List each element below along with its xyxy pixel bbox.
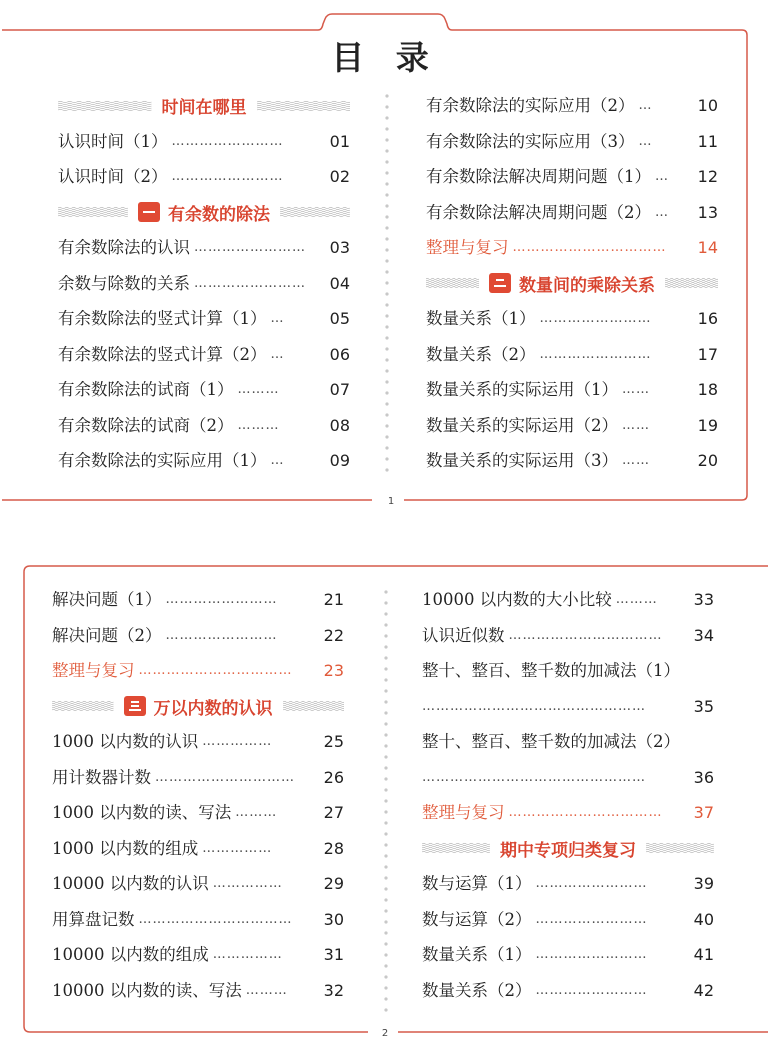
entry-title: 有余数除法的竖式计算（2） [58,344,267,364]
entry-page-number: 05 [329,309,350,328]
divider-dot [385,105,388,108]
divider-dot [385,116,388,119]
dot-leader: …………………………… [512,240,667,255]
entry-title: 整十、整百、整千数的加减法（2） [422,732,680,751]
entry-page-number: 02 [329,167,350,186]
divider-dot [385,215,388,218]
entry-title: 有余数除法的认识 [58,238,190,257]
wave-ornament-right [665,276,718,290]
toc-entry[interactable] [426,124,718,160]
entry-title: 数与运算（2） [422,909,532,929]
wave-ornament-right [646,841,714,855]
entry-page-number: 09 [329,451,350,470]
divider-dot [384,931,387,934]
chapter-three-icon [124,696,146,716]
section-title: 数量间的乘除关系 [519,275,655,296]
toc-entry[interactable] [52,831,344,867]
toc-entry[interactable] [58,372,350,408]
section-heading [58,195,350,231]
dot-leader: …… [622,382,650,397]
wave-ornament-left [58,99,152,113]
section-title: 有余数的除法 [168,204,270,225]
dot-leader: …………… [212,876,283,891]
entry-page-number: 40 [693,909,714,929]
dot-leader: … [270,346,285,362]
divider-dot [385,237,388,240]
entry-title: 整理与复习 [426,238,509,257]
column-divider [385,94,388,471]
toc-entry[interactable] [422,937,714,973]
section-title: 期中专项归类复习 [500,840,636,861]
page-number: 2 [381,1028,389,1039]
dot-leader: …………………………… [138,911,293,927]
entry-page-number: 25 [323,732,344,751]
toc-entry[interactable] [58,337,350,373]
entry-title: 数量关系（1） [426,309,536,328]
section-title: 万以内数的认识 [153,698,273,719]
dot-leader: ………………………………………… [422,698,646,714]
dot-leader: ……… [237,417,280,433]
divider-dot [384,645,387,648]
divider-dot [384,953,387,956]
toc-review-entry[interactable] [422,795,714,831]
entry-title: 10000 以内数的大小比较 [422,590,612,609]
divider-dot [385,402,388,405]
divider-dot [384,975,387,978]
dot-leader: ……… [235,805,278,820]
divider-dot [385,281,388,284]
divider-dot [385,94,388,97]
toc-entry[interactable] [422,760,714,796]
divider-dot [384,810,387,813]
toc-entry[interactable] [426,337,718,373]
divider-dot [384,777,387,780]
toc-entry[interactable] [52,866,344,902]
entry-page-number: 22 [323,625,344,645]
entry-title: 有余数除法解决周期问题（1） [426,167,651,186]
entry-title: 10000 以内数的组成 [52,945,209,964]
dot-leader: …………………… [535,947,648,962]
divider-dot [385,380,388,383]
divider-dot [384,722,387,725]
dot-leader: …………………… [194,275,306,291]
divider-dot [385,347,388,350]
entry-page-number: 36 [693,767,714,787]
divider-dot [385,325,388,328]
toc-entry[interactable] [422,902,714,938]
toc-column-right [426,88,718,479]
entry-title: 余数与除数的关系 [58,273,190,293]
divider-dot [384,700,387,703]
page-number: 1 [387,496,395,507]
entry-page-number: 08 [329,415,350,435]
divider-dot [385,259,388,262]
entry-page-number: 27 [323,803,344,822]
divider-dot [385,369,388,372]
toc-entry[interactable] [52,724,344,760]
divider-dot [384,821,387,824]
entry-page-number: 32 [323,980,344,1000]
divider-dot [384,865,387,868]
entry-title: 有余数除法的实际应用（3） [426,131,635,151]
entry-page-number: 37 [693,803,714,822]
entry-page-number: 39 [693,874,714,893]
toc-entry[interactable] [426,443,718,479]
divider-dot [385,358,388,361]
toc-column-left [58,88,350,479]
divider-dot [384,788,387,791]
toc-entry[interactable] [426,159,718,195]
entry-title: 数量关系的实际运用（3） [426,451,618,470]
toc-entry[interactable] [422,724,714,760]
toc-entry[interactable] [52,973,344,1009]
entry-title: 整理与复习 [52,661,135,680]
divider-dot [384,667,387,670]
entry-page-number: 29 [323,874,344,893]
toc-entry[interactable] [426,408,718,444]
dot-leader: …………………………… [508,627,663,643]
toc-entry[interactable] [58,408,350,444]
dot-leader: ……… [245,982,288,998]
divider-dot [384,766,387,769]
entry-title: 10000 以内数的认识 [52,874,209,893]
toc-column-left [52,582,344,1008]
entry-title: 解决问题（1） [52,590,162,609]
dot-leader: …………………… [535,876,648,891]
toc-entry[interactable] [58,266,350,302]
section-heading [58,88,350,124]
divider-dot [385,468,388,471]
dot-leader: … [638,98,653,113]
dot-leader: …………………………… [508,805,663,820]
entry-page-number: 07 [329,380,350,399]
divider-dot [385,248,388,251]
toc-entry[interactable] [422,973,714,1009]
divider-dot [385,149,388,152]
entry-page-number: 21 [323,590,344,609]
divider-dot [385,193,388,196]
toc-entry[interactable] [426,372,718,408]
wave-ornament-right [280,205,350,219]
entry-page-number: 30 [323,909,344,929]
toc-entry[interactable] [52,618,344,654]
divider-dot [384,986,387,989]
entry-title: 有余数除法的竖式计算（1） [58,309,267,328]
divider-dot [384,711,387,714]
toc-review-entry[interactable] [52,653,344,689]
chapter-one-icon [138,202,160,222]
toc-entry[interactable] [422,653,714,689]
divider-dot [384,733,387,736]
divider-dot [385,424,388,427]
dot-leader: …………………… [539,346,652,362]
divider-dot [384,964,387,967]
entry-page-number: 11 [697,131,718,151]
dot-leader: …… [622,453,650,468]
toc-entry[interactable] [52,760,344,796]
toc-entry[interactable] [426,195,718,231]
dot-leader: …………………… [194,240,306,255]
entry-page-number: 28 [323,838,344,858]
dot-leader: … [655,204,669,220]
divider-dot [385,446,388,449]
dot-leader: …………………………… [138,663,293,678]
divider-dot [385,127,388,130]
entry-page-number: 01 [329,131,350,151]
dot-leader: …………… [202,734,273,749]
column-divider [384,590,387,1011]
entry-page-number: 33 [693,590,714,609]
entry-title: 解决问题（2） [52,625,162,645]
entry-page-number: 26 [323,767,344,787]
divider-dot [385,270,388,273]
section-heading [52,689,344,725]
divider-dot [385,160,388,163]
toc-entry[interactable] [52,902,344,938]
entry-title: 用计数器计数 [52,767,151,787]
wave-ornament-left [426,276,479,290]
entry-title: 数量关系（2） [426,344,536,364]
toc-entry[interactable] [58,159,350,195]
entry-page-number: 04 [329,273,350,293]
divider-dot [384,634,387,637]
entry-title: 有余数除法解决周期问题（2） [426,202,651,222]
entry-title: 有余数除法的试商（2） [58,415,234,435]
entry-title: 认识时间（2） [58,167,168,186]
entry-page-number: 42 [693,980,714,1000]
divider-dot [385,171,388,174]
dot-leader: ………………………… [155,769,295,785]
toc-entry[interactable] [426,88,718,124]
divider-dot [385,226,388,229]
entry-page-number: 34 [693,625,714,645]
dot-leader: … [270,453,285,468]
toc-entry[interactable] [422,689,714,725]
dot-leader: …………… [212,947,283,962]
divider-dot [384,843,387,846]
entry-page-number: 03 [329,238,350,257]
entry-page-number: 19 [697,415,718,435]
entry-title: 整理与复习 [422,803,505,822]
page-title: 目 录 [331,38,439,77]
entry-title: 认识时间（1） [58,131,168,151]
entry-page-number: 17 [697,344,718,364]
toc-entry[interactable] [52,795,344,831]
divider-dot [385,457,388,460]
dot-leader: …………… [202,840,273,856]
divider-dot [384,799,387,802]
divider-dot [384,612,387,615]
wave-ornament-right [283,699,345,713]
divider-dot [385,303,388,306]
divider-dot [385,336,388,339]
dot-leader: …… [622,417,650,433]
entry-title: 整十、整百、整千数的加减法（1） [422,661,680,680]
dot-leader: ……… [615,592,658,607]
dot-leader: …………………… [171,133,284,149]
entry-page-number: 18 [697,380,718,399]
divider-dot [385,435,388,438]
divider-dot [384,656,387,659]
entry-title: 用算盘记数 [52,909,135,929]
divider-dot [385,292,388,295]
toc-entry[interactable] [58,443,350,479]
entry-title: 数量关系的实际运用（2） [426,415,618,435]
toc-entry[interactable] [58,124,350,160]
toc-entry[interactable] [426,301,718,337]
entry-page-number: 35 [693,696,714,716]
divider-dot [384,623,387,626]
divider-dot [384,744,387,747]
divider-dot [384,898,387,901]
wave-ornament-left [52,699,114,713]
entry-page-number: 06 [329,344,350,364]
divider-dot [385,204,388,207]
dot-leader: …………………… [165,627,278,643]
wave-ornament-right [257,99,351,113]
entry-page-number: 41 [693,945,714,964]
dot-leader: … [655,169,669,184]
wave-ornament-left [58,205,128,219]
entry-title: 1000 以内数的组成 [52,838,199,858]
entry-title: 数量关系的实际运用（1） [426,380,618,399]
toc-entry[interactable] [52,937,344,973]
toc-review-entry[interactable] [426,230,718,266]
section-heading [426,266,718,302]
entry-title: 数量关系（2） [422,980,532,1000]
dot-leader: …………………… [171,169,284,184]
divider-dot [384,601,387,604]
toc-entry[interactable] [422,618,714,654]
entry-page-number: 13 [697,202,718,222]
toc-entry[interactable] [422,866,714,902]
divider-dot [384,942,387,945]
dot-leader: …………………… [539,311,652,326]
entry-page-number: 23 [323,661,344,680]
divider-dot [384,678,387,681]
entry-page-number: 10 [697,96,718,115]
divider-dot [384,887,387,890]
divider-dot [384,689,387,692]
divider-dot [384,1008,387,1011]
entry-page-number: 20 [697,451,718,470]
toc-page-2 [0,532,770,1064]
entry-title: 1000 以内数的认识 [52,732,199,751]
toc-entry[interactable] [422,582,714,618]
divider-dot [384,854,387,857]
entry-title: 数与运算（1） [422,874,532,893]
dot-leader: ……… [237,382,280,397]
toc-entry[interactable] [52,582,344,618]
divider-dot [384,876,387,879]
dot-leader: … [638,133,653,149]
entry-title: 有余数除法的试商（1） [58,380,234,399]
divider-dot [384,590,387,593]
entry-title: 1000 以内数的读、写法 [52,803,232,822]
divider-dot [384,755,387,758]
dot-leader: …………………… [535,982,648,998]
divider-dot [384,920,387,923]
divider-dot [384,997,387,1000]
toc-entry[interactable] [58,301,350,337]
divider-dot [385,413,388,416]
dot-leader: …………………… [535,911,648,927]
entry-page-number: 14 [697,238,718,257]
divider-dot [385,182,388,185]
entry-page-number: 12 [697,167,718,186]
entry-title: 数量关系（1） [422,945,532,964]
entry-title: 认识近似数 [422,625,505,645]
entry-title: 有余数除法的实际应用（1） [58,451,267,470]
dot-leader: ………………………………………… [422,769,646,785]
divider-dot [385,391,388,394]
entry-page-number: 16 [697,309,718,328]
section-title: 时间在哪里 [161,98,247,119]
entry-title: 有余数除法的实际应用（2） [426,96,635,115]
dot-leader: … [270,311,285,326]
toc-entry[interactable] [58,230,350,266]
section-heading [422,831,714,867]
entry-page-number: 31 [323,945,344,964]
toc-column-right [422,582,714,1008]
dot-leader: …………………… [165,592,278,607]
wave-ornament-left [422,841,490,855]
divider-dot [385,138,388,141]
chapter-two-icon [489,273,511,293]
divider-dot [385,314,388,317]
entry-title: 10000 以内数的读、写法 [52,980,242,1000]
divider-dot [384,909,387,912]
divider-dot [384,832,387,835]
